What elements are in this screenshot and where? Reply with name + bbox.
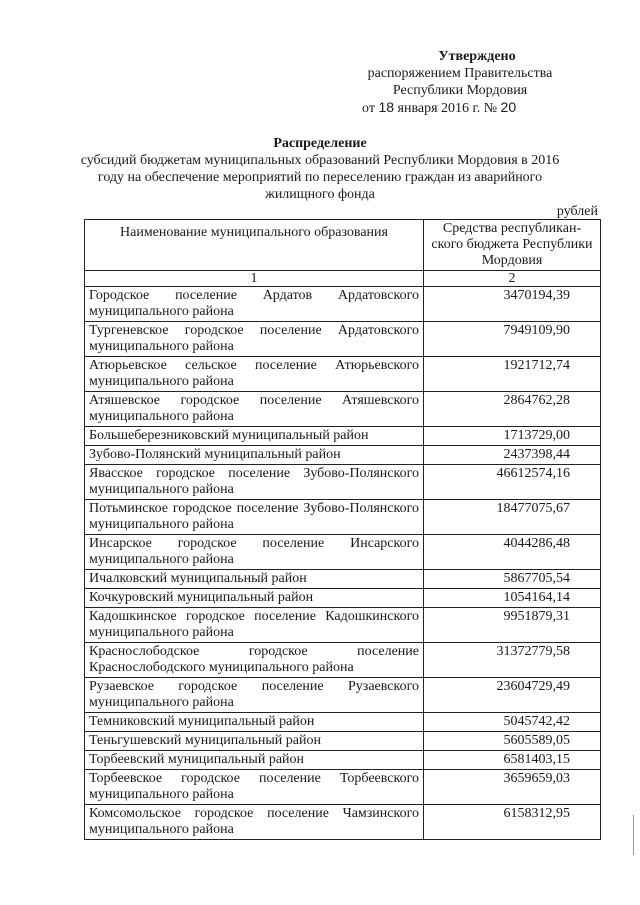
table-row	[85, 322, 601, 357]
row-name: Тургеневское городское поселение Ардатовского муниципального района	[85, 322, 424, 357]
table-row	[85, 608, 601, 643]
row-name: Инсарское городское поселение Инсарского муниципального района	[85, 535, 424, 570]
row-name: Зубово-Полянский муниципальный район	[85, 446, 424, 465]
row-amount: 2437398,44	[424, 446, 601, 465]
row-name: Большеберезниковский муниципальный район	[85, 427, 424, 446]
date-month-year: января 2016 г. №	[397, 101, 498, 116]
table-row	[85, 805, 601, 840]
table-row	[85, 570, 601, 589]
row-name: Торбеевский муниципальный район	[85, 751, 424, 770]
table-row	[85, 732, 601, 751]
row-amount: 5867705,54	[424, 570, 601, 589]
row-amount: 2864762,28	[424, 392, 601, 427]
table-row	[85, 589, 601, 608]
units-label: рублей	[556, 204, 598, 219]
distribution-table	[84, 219, 601, 840]
order-number: 20	[500, 99, 517, 115]
row-amount: 5045742,42	[424, 713, 601, 732]
row-amount: 5605589,05	[424, 732, 601, 751]
document-subtitle: субсидий бюджетам муниципальных образований Республики Мордовия в 2016 году на обеспечение мероприятий по переселению граждан из аварийного жилищного фонда	[80, 153, 560, 202]
row-name: Явасское городское поселение Зубово-Полянского муниципального района	[85, 465, 424, 500]
row-name: Городское поселение Ардатов Ардатовского муниципального района	[85, 287, 424, 322]
row-amount: 1921712,74	[424, 357, 601, 392]
document-title: Распределение	[273, 136, 367, 151]
col-number-1: 1	[85, 271, 424, 287]
table-row	[85, 535, 601, 570]
table-row	[85, 770, 601, 805]
row-name: Краснослободское городское поселение Краснослободского муниципального района	[85, 643, 424, 678]
row-amount: 1054164,14	[424, 589, 601, 608]
approval-line-2: Республики Мордовия	[392, 83, 528, 98]
approval-title: Утверждено	[438, 49, 516, 64]
table-row	[85, 446, 601, 465]
table-row	[85, 751, 601, 770]
table-row	[85, 427, 601, 446]
row-name: Рузаевское городское поселение Рузаевского муниципального района	[85, 678, 424, 713]
document-header	[80, 135, 560, 203]
column-numbers-row	[85, 271, 601, 287]
col-header-name: Наименование муниципального образования	[85, 220, 424, 271]
table-row	[85, 357, 601, 392]
col-header-amount: Средства республикан-ского бюджета Республики Мордовия	[424, 220, 601, 271]
row-name: Ичалковский муниципальный район	[85, 570, 424, 589]
row-amount: 31372779,58	[424, 643, 601, 678]
scan-artifact-line	[633, 815, 634, 855]
table-row	[85, 465, 601, 500]
row-amount: 1713729,00	[424, 427, 601, 446]
table-row	[85, 500, 601, 535]
date-day: 18	[378, 99, 395, 115]
row-name: Теньгушевский муниципальный район	[85, 732, 424, 751]
approval-line-1: распоряжением Правительства	[367, 66, 553, 81]
row-amount: 6581403,15	[424, 751, 601, 770]
row-amount: 3659659,03	[424, 770, 601, 805]
row-amount: 7949109,90	[424, 322, 601, 357]
date-prefix: от	[362, 101, 375, 116]
table-row	[85, 392, 601, 427]
approval-date-line	[340, 99, 580, 117]
table-row	[85, 643, 601, 678]
row-amount: 18477075,67	[424, 500, 601, 535]
row-name: Потьминское городское поселение Зубово-Полянского муниципального района	[85, 500, 424, 535]
row-name: Атяшевское городское поселение Атяшевского муниципального района	[85, 392, 424, 427]
row-name: Темниковский муниципальный район	[85, 713, 424, 732]
col-number-2: 2	[424, 271, 601, 287]
row-amount: 9951879,31	[424, 608, 601, 643]
row-amount: 3470194,39	[424, 287, 601, 322]
row-amount: 6158312,95	[424, 805, 601, 840]
row-name: Кочкуровский муниципальный район	[85, 589, 424, 608]
table-header-row	[85, 220, 601, 271]
approval-block	[340, 48, 580, 117]
table-row	[85, 713, 601, 732]
row-amount: 23604729,49	[424, 678, 601, 713]
row-amount: 46612574,16	[424, 465, 601, 500]
row-name: Комсомольское городское поселение Чамзинского муниципального района	[85, 805, 424, 840]
table-row	[85, 678, 601, 713]
row-name: Кадошкинское городское поселение Кадошкинского муниципального района	[85, 608, 424, 643]
row-name: Торбеевское городское поселение Торбеевского муниципального района	[85, 770, 424, 805]
row-amount: 4044286,48	[424, 535, 601, 570]
row-name: Атюрьевское сельское поселение Атюрьевского муниципального района	[85, 357, 424, 392]
table-row	[85, 287, 601, 322]
